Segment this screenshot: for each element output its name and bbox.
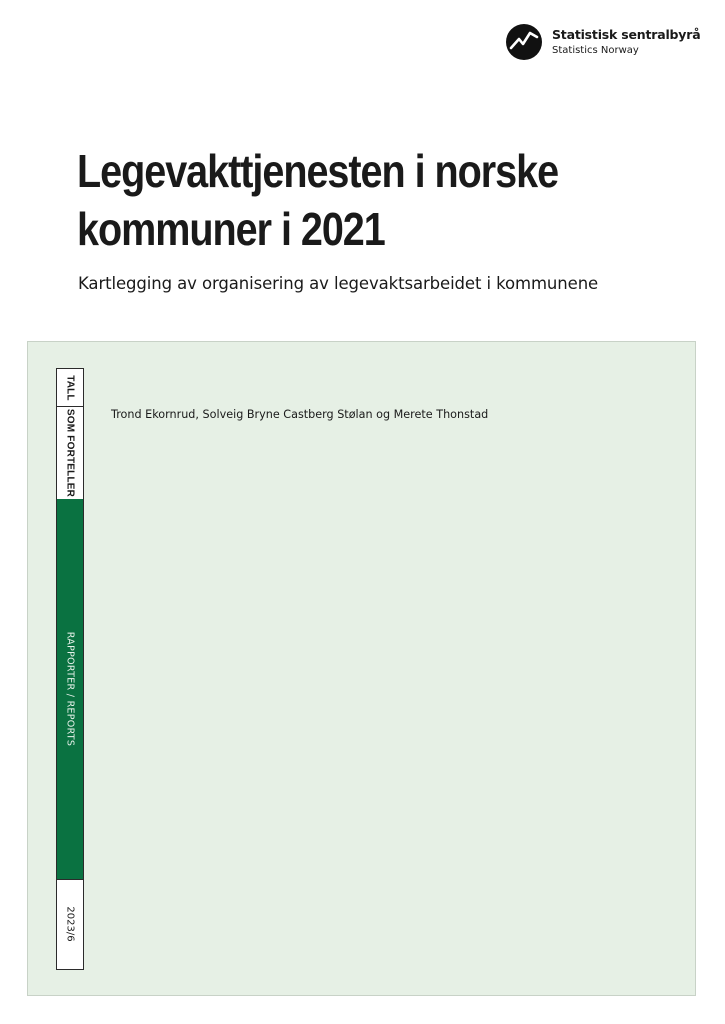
spine-report-number <box>57 879 83 968</box>
spine-report-number-label: 2023/6 <box>64 906 76 942</box>
series-spine <box>56 368 84 970</box>
ssb-logo-icon <box>506 24 542 60</box>
spine-tall <box>57 369 83 407</box>
spine-tall-label: TALL <box>64 374 76 401</box>
report-title <box>77 142 593 258</box>
authors: Trond Ekornrud, Solveig Bryne Castberg Stølan og Merete Thonstad <box>111 408 489 421</box>
title-line-1: Legevakttjenesten i norske <box>77 145 559 197</box>
cover-panel <box>27 341 696 996</box>
report-subtitle: Kartlegging av organisering av legevaktsarbeidet i kommunene <box>78 274 599 293</box>
logo-subtitle: Statistics Norway <box>552 45 639 56</box>
title-line-2: kommuner i 2021 <box>77 203 385 255</box>
spine-series-band <box>57 499 83 879</box>
spine-som-forteller-label: SOM FORTELLER <box>64 408 76 498</box>
spine-series-label: RAPPORTER / REPORTS <box>64 631 76 747</box>
logo-name: Statistisk sentralbyrå <box>552 27 701 42</box>
ssb-logo <box>506 24 706 64</box>
spine-som-forteller <box>57 407 83 499</box>
